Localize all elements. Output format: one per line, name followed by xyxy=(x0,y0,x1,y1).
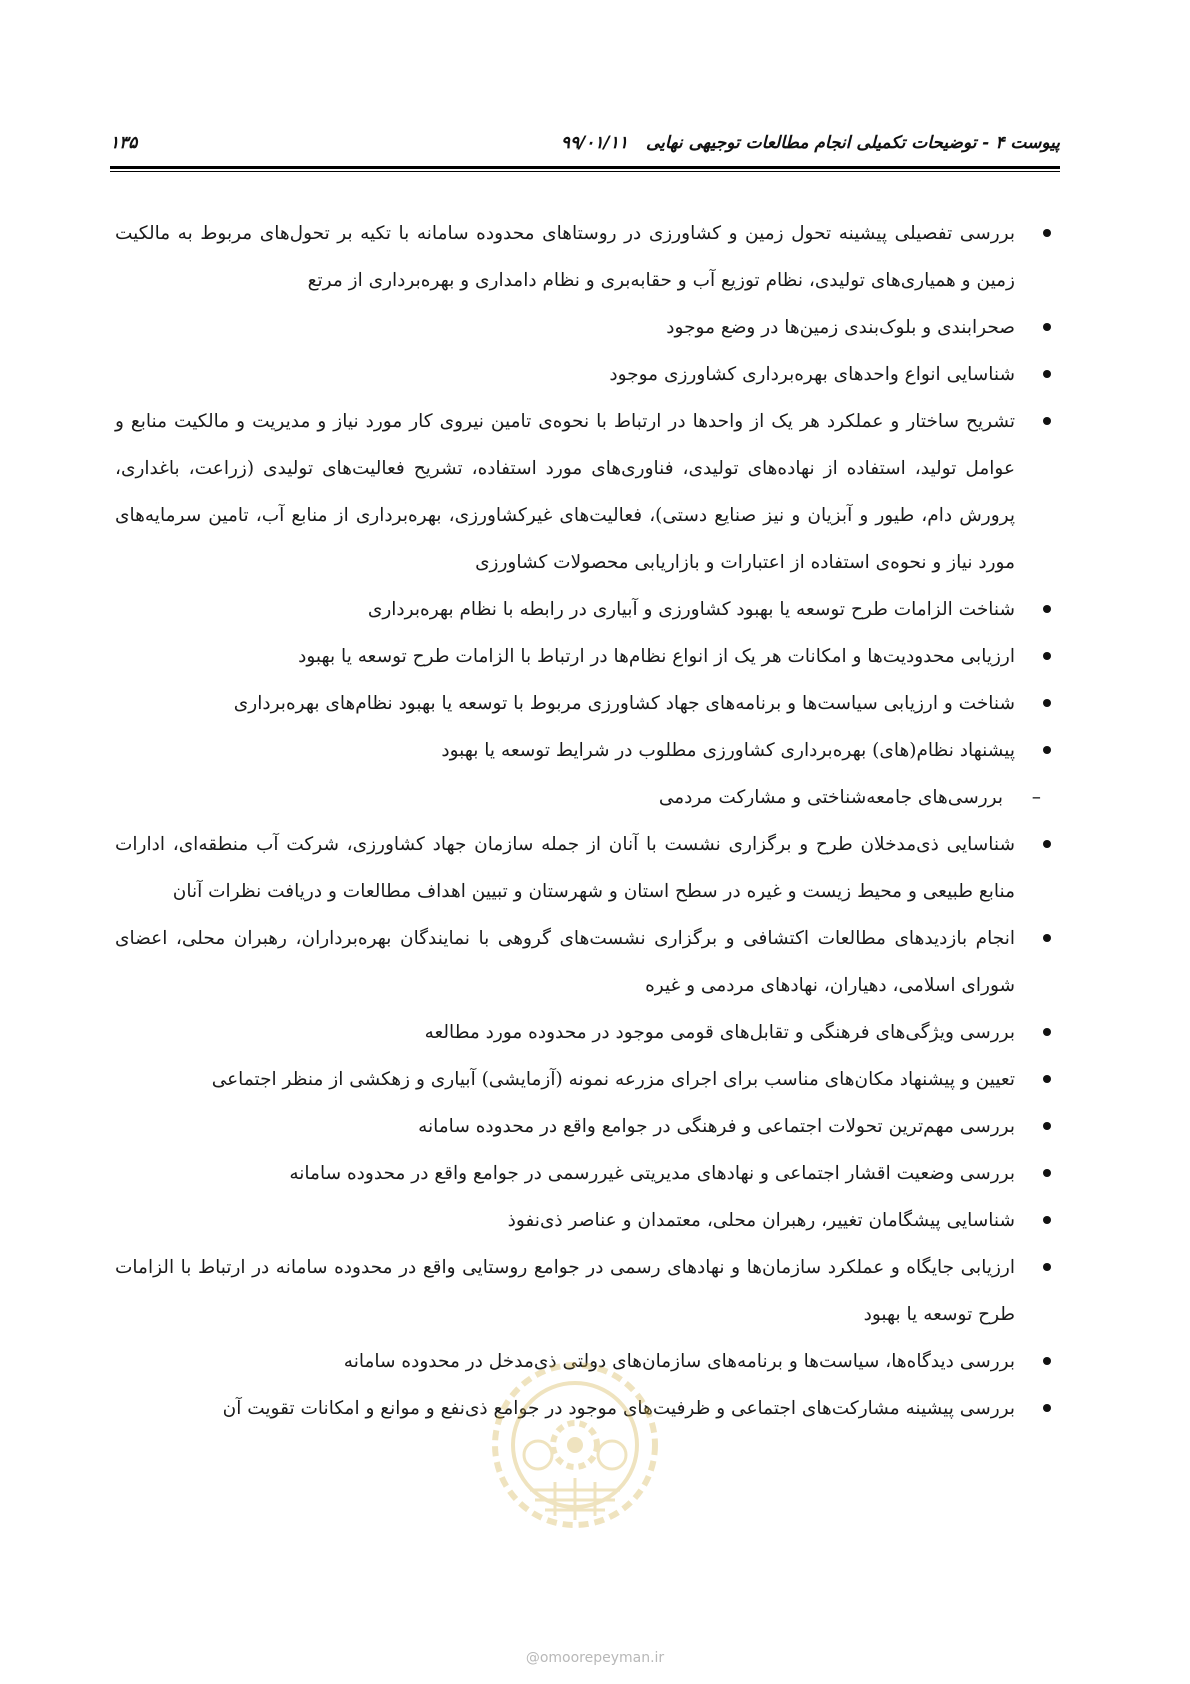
bullet-icon xyxy=(1043,840,1051,848)
bullet-icon xyxy=(1043,1169,1051,1177)
page-number: ۱۳۵ xyxy=(110,133,138,153)
list-item xyxy=(115,821,1063,915)
header-date: ۹۹/۰۱/۱۱ xyxy=(560,133,629,153)
bullet-icon xyxy=(1043,1357,1051,1365)
bullet-icon xyxy=(1043,652,1051,660)
bullet-icon xyxy=(1043,699,1051,707)
bullet-icon xyxy=(1043,229,1051,237)
bullet-icon xyxy=(1043,370,1051,378)
list-item xyxy=(115,398,1063,586)
list-item xyxy=(115,351,1063,398)
list-item xyxy=(115,1103,1063,1150)
page-header xyxy=(110,128,1060,158)
header-title: پیوست ۴ - توضیحات تکمیلی انجام مطالعات توجیهی نهایی xyxy=(646,133,1060,153)
bullet-icon xyxy=(1043,1404,1051,1412)
list-item xyxy=(115,210,1063,304)
bullet-icon xyxy=(1043,323,1051,331)
header-title-group xyxy=(561,133,1060,153)
list-item-text: بررسی دیدگاه‌ها، سیاست‌ها و برنامه‌های سازمان‌های دولتی ذی‌مدخل در محدوده سامانه xyxy=(343,1351,1015,1372)
list-item xyxy=(115,727,1063,774)
list-item-text: ارزیابی جایگاه و عملکرد سازمان‌ها و نهادهای رسمی در جوامع روستایی واقع در محدوده سامانه در ارتباط با الزامات طرح توسعه یا بهبود xyxy=(115,1257,1015,1325)
list-item-text: ارزیابی محدودیت‌ها و امکانات هر یک از انواع نظام‌ها در ارتباط با الزامات طرح توسعه یا بهبود xyxy=(298,646,1015,667)
bullet-icon xyxy=(1043,746,1051,754)
list-item-text: انجام بازدیدهای مطالعات اکتشافی و برگزاری نشست‌های گروهی با نمایندگان بهره‌برداران، رهبران محلی، اعضای شورای اسلامی، دهیاران، نهادهای مردمی و غیره xyxy=(115,928,1015,996)
list-item-text: صحرابندی و بلوک‌بندی زمین‌ها در وضع موجود xyxy=(666,317,1015,338)
list-item-text: تشریح ساختار و عملکرد هر یک از واحدها در ارتباط با نحوه‌ی تامین نیروی کار مورد نیاز و مدیریت و مالکیت منابع و عوامل تولید، استفاده از نهاده‌های تولیدی، فناوری‌های مورد استفاده، تشریح فعالیت‌های تولیدی (زراعت، باغداری، پرورش دام، طیور و آبزیان و نیز صنایع دستی)، فعالیت‌های غیرکشاورزی، بهره‌برداری از منابع آب، تامین سرمایه‌های مورد نیاز و نحوه‌ی استفاده از اعتبارات و بازاریابی محصولات کشاورزی xyxy=(115,411,1015,573)
bullet-icon xyxy=(1043,934,1051,942)
list-item xyxy=(115,1197,1063,1244)
header-rule-thick xyxy=(110,166,1060,169)
list-item-text: بررسی پیشینه مشارکت‌های اجتماعی و ظرفیت‌های موجود در جوامع ذی‌نفع و موانع و امکانات تقویت آن xyxy=(222,1398,1015,1419)
list-item-text: شناخت و ارزیابی سیاست‌ها و برنامه‌های جهاد کشاورزی مربوط با توسعه یا بهبود نظام‌های بهره‌برداری xyxy=(233,693,1015,714)
bullet-icon xyxy=(1043,1028,1051,1036)
list-item-text: شناخت الزامات طرح توسعه یا بهبود کشاورزی و آبیاری در رابطه با نظام بهره‌برداری xyxy=(367,599,1015,620)
watermark-seal-icon xyxy=(490,1360,660,1530)
list-item xyxy=(115,915,1063,1009)
watermark-site-text: @omoorepeyman.ir xyxy=(525,1650,665,1666)
list-item xyxy=(115,586,1063,633)
list-item xyxy=(115,1056,1063,1103)
bullet-icon xyxy=(1043,1075,1051,1083)
list-item xyxy=(115,304,1063,351)
list-item xyxy=(115,1009,1063,1056)
list-item-text: بررسی ویژگی‌های فرهنگی و تقابل‌های قومی موجود در محدوده مورد مطالعه xyxy=(424,1022,1015,1043)
bullet-icon xyxy=(1043,1122,1051,1130)
list-item-text: تعیین و پیشنهاد مکان‌های مناسب برای اجرای مزرعه نمونه (آزمایشی) آبیاری و زهکشی از منظر اجتماعی xyxy=(211,1069,1015,1090)
list-item xyxy=(115,1150,1063,1197)
list-item xyxy=(115,633,1063,680)
bullet-icon xyxy=(1043,1263,1051,1271)
list-item-text: بررسی تفصیلی پیشینه تحول زمین و کشاورزی در روستاهای محدوده سامانه با تکیه بر تحول‌های مربوط به مالکیت زمین و همیاری‌های تولیدی، نظام توزیع آب و حقابه‌بری و نظام دامداری و بهره‌برداری از مرتع xyxy=(115,223,1015,291)
bullet-icon xyxy=(1043,417,1051,425)
header-rule-thin xyxy=(110,171,1060,172)
list-item-text: پیشنهاد نظام(های) بهره‌برداری کشاورزی مطلوب در شرایط توسعه یا بهبود xyxy=(441,740,1015,761)
page-content xyxy=(115,210,1063,1432)
bullet-icon xyxy=(1043,1216,1051,1224)
section-subheading xyxy=(115,774,1063,821)
list-item xyxy=(115,1244,1063,1338)
bullet-icon xyxy=(1043,605,1051,613)
list-item-text: بررسی مهم‌ترین تحولات اجتماعی و فرهنگی در جوامع واقع در محدوده سامانه xyxy=(418,1116,1015,1137)
list-item-text: شناسایی پیشگامان تغییر، رهبران محلی، معتمدان و عناصر ذی‌نفوذ xyxy=(507,1210,1015,1231)
dash-icon: – xyxy=(1031,787,1041,808)
list-item xyxy=(115,680,1063,727)
list-item-text: شناسایی ذی‌مدخلان طرح و برگزاری نشست با آنان از جمله سازمان جهاد کشاورزی، شرکت آب منطقه‌ای، ادارات منابع طبیعی و محیط زیست و غیره در سطح استان و شهرستان و تبیین اهداف مطالعات و دریافت نظرات آنان xyxy=(115,834,1015,902)
list-item-text: بررسی وضعیت اقشار اجتماعی و نهادهای مدیریتی غیررسمی در جوامع واقع در محدوده سامانه xyxy=(289,1163,1015,1184)
list-item-text: شناسایی انواع واحدهای بهره‌برداری کشاورزی موجود xyxy=(609,364,1015,385)
subheading-text: بررسی‌های جامعه‌شناختی و مشارکت مردمی xyxy=(658,787,1003,808)
